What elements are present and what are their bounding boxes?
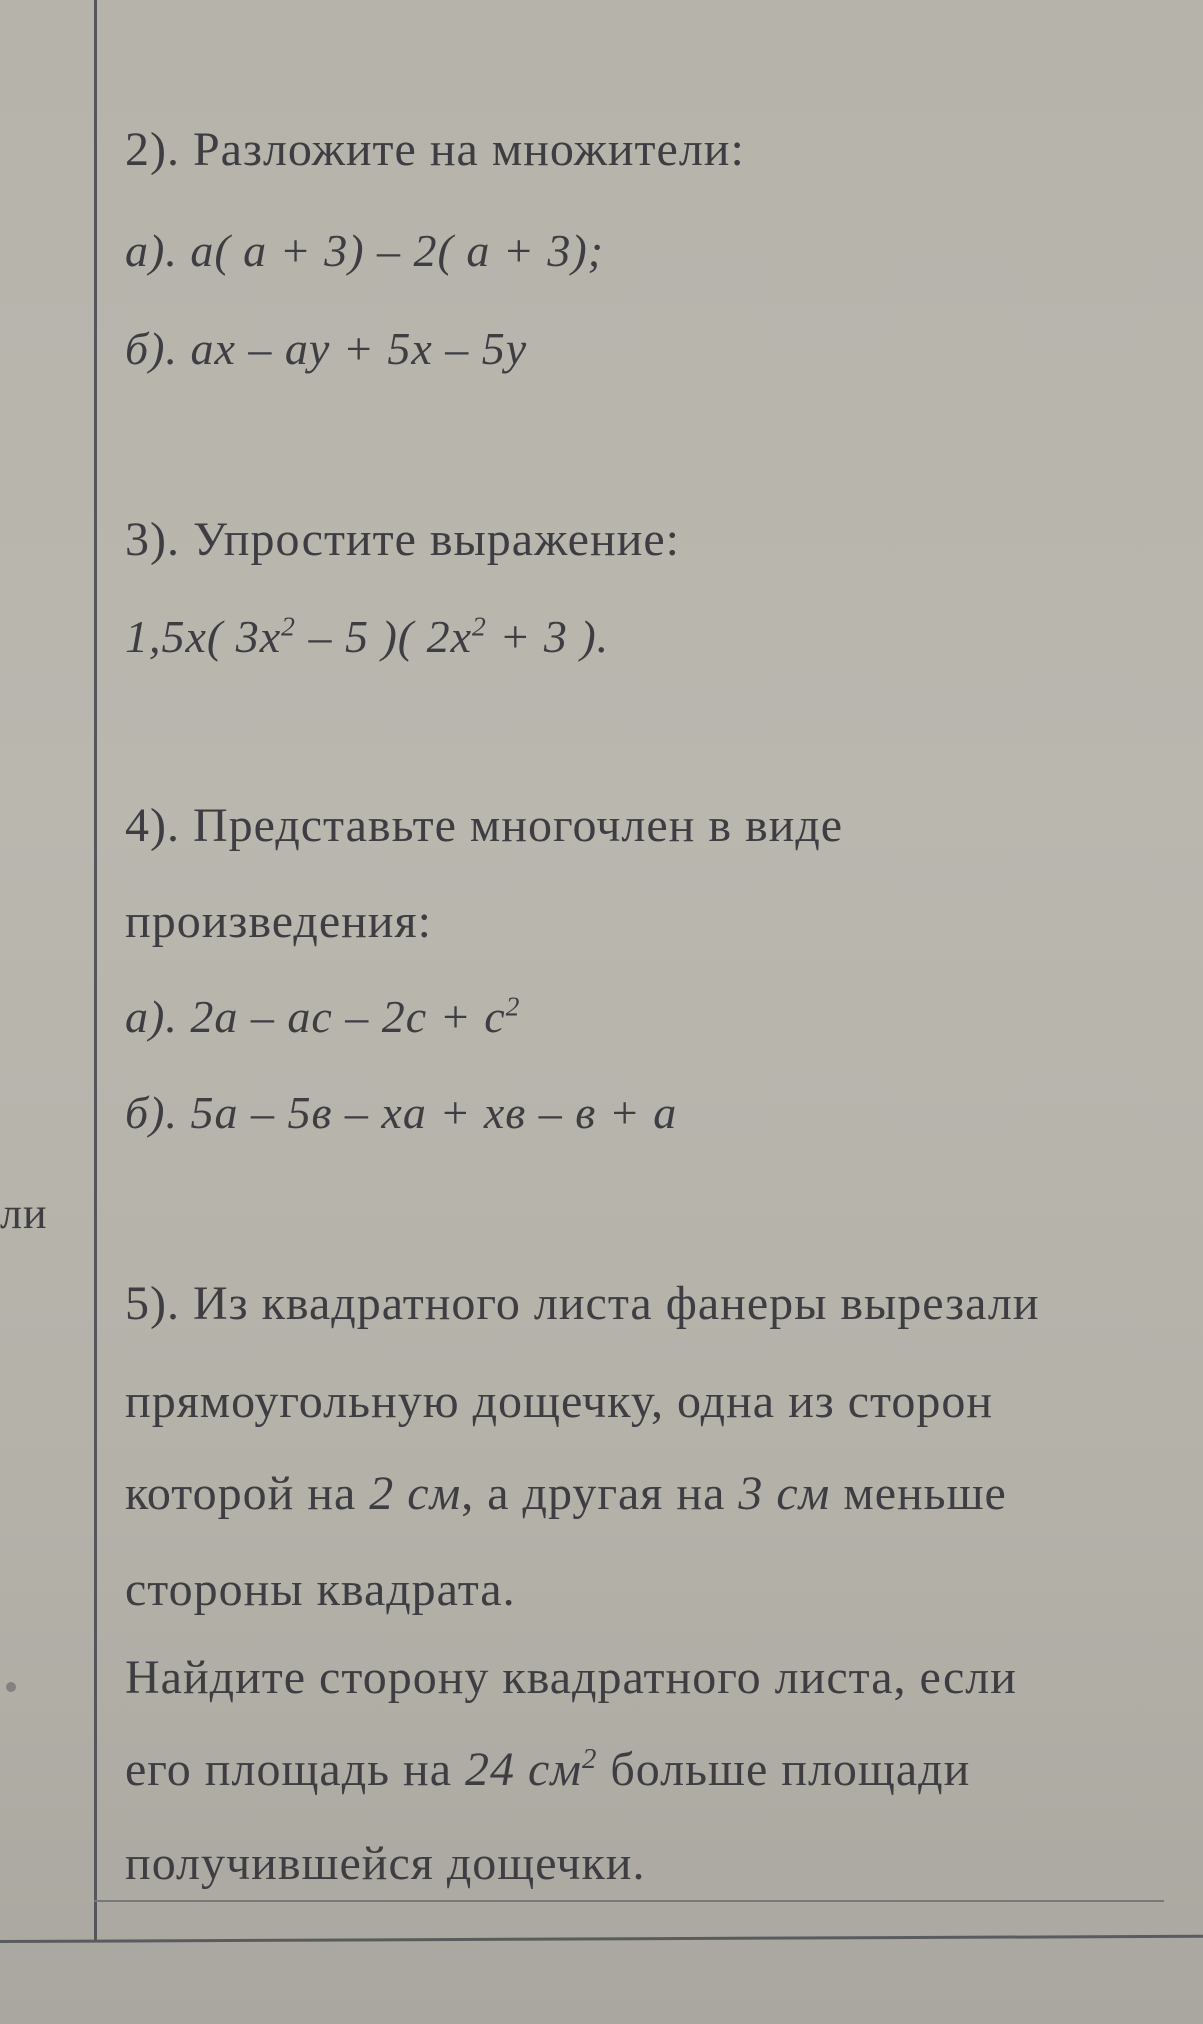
task-4b-label: б). xyxy=(125,1087,178,1138)
task-3-expr-part1: 1,5x( 3x xyxy=(125,611,282,662)
task-2b-expression: ax – ay + 5x – 5y xyxy=(190,323,528,374)
task-2a xyxy=(125,224,604,277)
task-5-value-24cm: 24 см xyxy=(465,1743,582,1796)
task-2a-expression: a( a + 3) – 2( a + 3); xyxy=(190,225,605,276)
task-5-line3 xyxy=(125,1466,1007,1521)
task-5-value-3cm: 3 см xyxy=(738,1467,831,1520)
task-3-expr-part2: – 5 )( 2x xyxy=(295,611,473,662)
task-3-expression xyxy=(125,610,609,663)
task-4-header-line2: произведения: xyxy=(125,895,432,948)
task-3-expr-part3: + 3 ). xyxy=(486,611,610,662)
task-5-line7: получившейся дощечки. xyxy=(125,1837,646,1890)
task-5-line3-part3: меньше xyxy=(830,1467,1007,1520)
task-4b-expression: 5a – 5в – xa + xв – в + a xyxy=(190,1087,678,1138)
margin-text-fragment: ли xyxy=(0,1189,48,1238)
task-3-header: 3). Упростите выражение: xyxy=(125,513,680,566)
margin-mark xyxy=(6,1682,16,1692)
task-5-line5: Найдите сторону квадратного листа, если xyxy=(125,1651,1017,1704)
task-5-line4: стороны квадрата. xyxy=(125,1563,516,1616)
table-bottom-border xyxy=(94,1900,1164,1902)
task-2-header: 2). Разложите на множители: xyxy=(125,123,745,176)
task-5-line6-part1: его площадь на xyxy=(125,1743,466,1796)
task-2b-label: б). xyxy=(125,323,178,374)
page-bottom-rule xyxy=(0,1935,1203,1943)
task-4a-expression: 2a – ac – 2c + c xyxy=(190,991,506,1042)
task-3-exponent1: 2 xyxy=(281,610,296,642)
task-5-line6 xyxy=(125,1742,970,1797)
task-5-area-exponent: 2 xyxy=(581,1743,598,1775)
task-4a-label: а). xyxy=(125,991,178,1042)
margin-rule xyxy=(94,0,97,1940)
task-5-line6-part2: больше площади xyxy=(597,1743,971,1796)
task-5-value-2cm: 2 см xyxy=(369,1467,462,1520)
task-2a-label: а). xyxy=(125,225,178,276)
task-5-line1: 5). Из квадратного листа фанеры вырезали xyxy=(125,1277,1040,1330)
task-2b xyxy=(125,322,527,375)
task-5-line3-part2: , а другая на xyxy=(461,1467,739,1520)
task-5-line3-part1: которой на xyxy=(125,1467,370,1520)
task-5-line2: прямоугольную дощечку, одна из сторон xyxy=(125,1375,994,1428)
task-4b xyxy=(125,1086,677,1139)
task-3-exponent2: 2 xyxy=(472,610,487,642)
task-4a-exponent: 2 xyxy=(505,990,521,1022)
task-4a xyxy=(125,990,520,1043)
task-4-header-line1: 4). Представьте многочлен в виде xyxy=(125,799,844,852)
